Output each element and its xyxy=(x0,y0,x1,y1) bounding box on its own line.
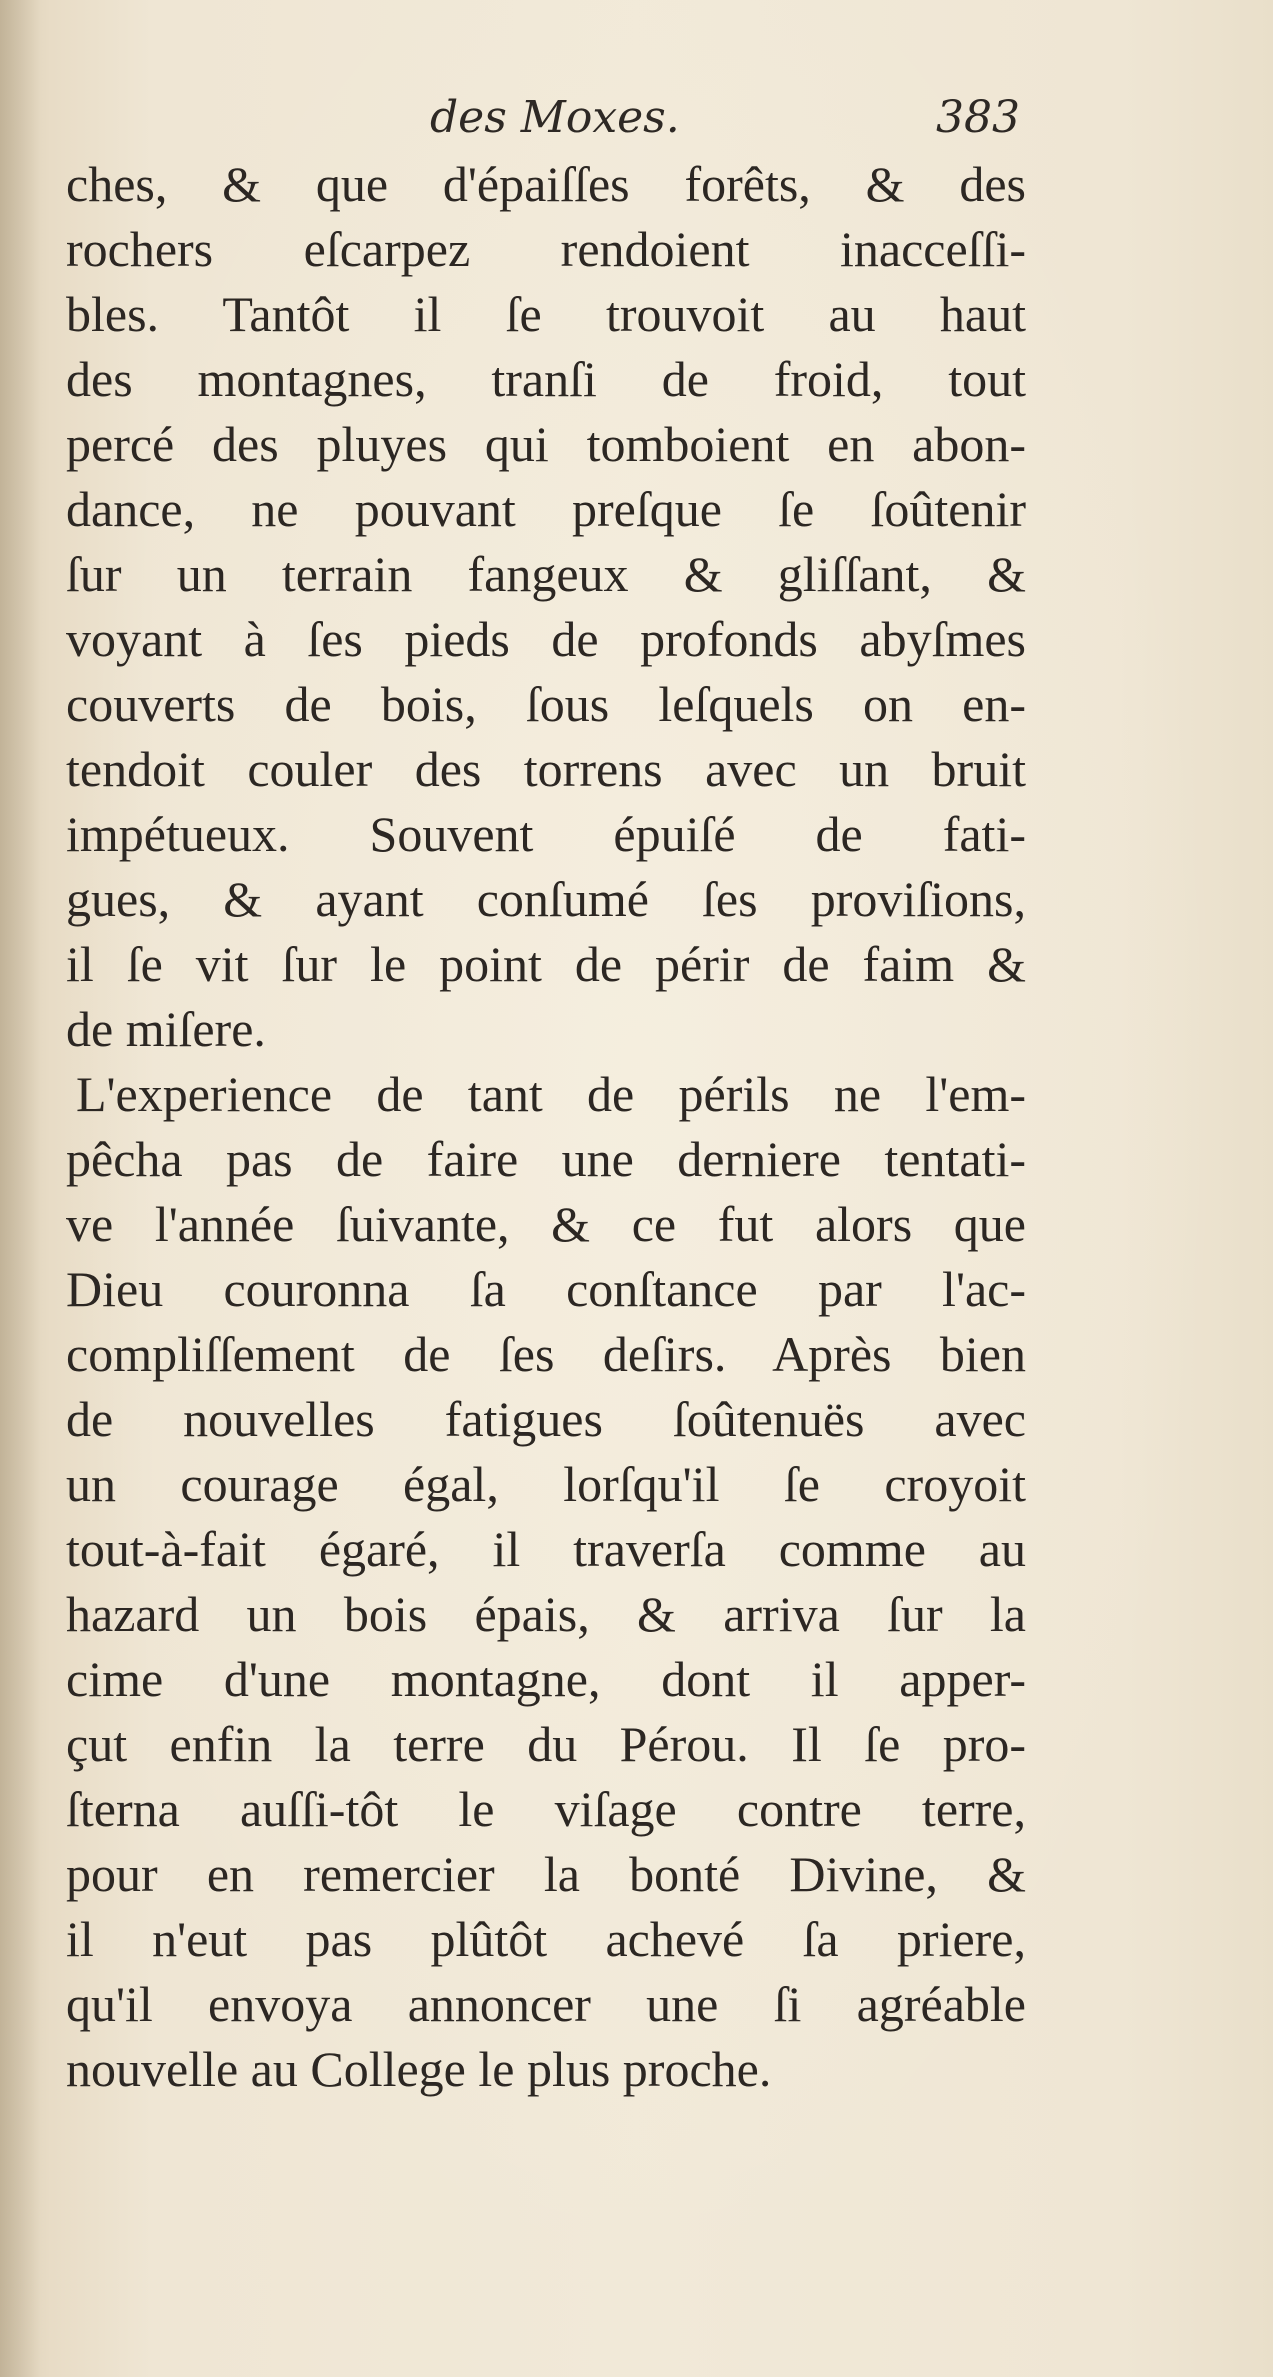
text-line: dance, ne pouvant preſque ſe ſoûtenir xyxy=(66,481,1026,537)
text-line: çut enfin la terre du Pérou. Il ſe pro- xyxy=(66,1716,1026,1772)
spine-shadow xyxy=(0,0,40,2377)
text-line: tendoit couler des torrens avec un bruit xyxy=(66,741,1026,797)
text-line: hazard un bois épais, & arriva ſur la xyxy=(66,1586,1026,1642)
text-line: pêcha pas de faire une derniere tentati- xyxy=(66,1131,1026,1187)
text-line: un courage égal, lorſqu'il ſe croyoit xyxy=(66,1456,1026,1512)
text-line: ve l'année ſuivante, & ce fut alors que xyxy=(66,1196,1026,1252)
text-line: de miſere. xyxy=(66,1001,266,1057)
running-title: des Moxes. xyxy=(430,92,680,143)
paragraph-1 xyxy=(66,152,1026,1062)
text-line: ches, & que d'épaiſſes forêts, & des xyxy=(66,156,1026,212)
paragraph-2 xyxy=(66,1062,1026,2102)
text-line: des montagnes, tranſi de froid, tout xyxy=(66,351,1026,407)
text-line: bles. Tantôt il ſe trouvoit au haut xyxy=(66,286,1026,342)
text-line: ſur un terrain fangeux & gliſſant, & xyxy=(66,546,1026,602)
text-line: pour en remercier la bonté Divine, & xyxy=(66,1846,1026,1902)
text-line: cime d'une montagne, dont il apper- xyxy=(66,1651,1026,1707)
text-line: L'experience de tant de périls ne l'em- xyxy=(76,1066,1026,1122)
text-line: impétueux. Souvent épuiſé de fati- xyxy=(66,806,1026,862)
text-line: qu'il envoya annoncer une ſi agréable xyxy=(66,1976,1026,2032)
text-line: compliſſement de ſes deſirs. Après bien xyxy=(66,1326,1026,1382)
text-line: nouvelle au College le plus proche. xyxy=(66,2041,772,2097)
text-line: voyant à ſes pieds de profonds abyſmes xyxy=(66,611,1026,667)
text-line: ſterna auſſi-tôt le viſage contre terre, xyxy=(66,1781,1026,1837)
text-line: percé des pluyes qui tomboient en abon- xyxy=(66,416,1026,472)
body-text xyxy=(66,152,1026,2102)
text-line: de nouvelles fatigues ſoûtenuës avec xyxy=(66,1391,1026,1447)
text-line: rochers eſcarpez rendoient inacceſſi- xyxy=(66,221,1026,277)
text-line: couverts de bois, ſous leſquels on en- xyxy=(66,676,1026,732)
text-line: tout-à-fait égaré, il traverſa comme au xyxy=(66,1521,1026,1577)
page-header xyxy=(0,88,1273,148)
text-line: gues, & ayant conſumé ſes proviſions, xyxy=(66,871,1026,927)
text-line: Dieu couronna ſa conſtance par l'ac- xyxy=(66,1261,1026,1317)
text-line: il ſe vit ſur le point de périr de faim & xyxy=(66,936,1026,992)
page-number: 383 xyxy=(936,92,1020,143)
text-line: il n'eut pas plûtôt achevé ſa priere, xyxy=(66,1911,1026,1967)
